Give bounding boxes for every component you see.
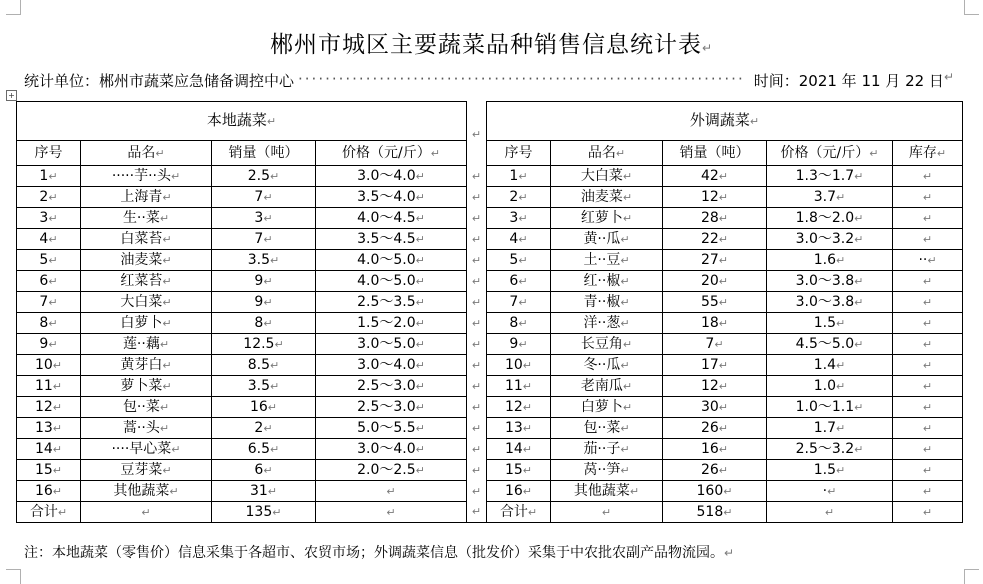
local-price-cell: 4.0～4.5↵: [316, 208, 467, 229]
outside-name-cell: 白萝卜↵: [551, 397, 663, 418]
outside-stock-cell: ↵: [893, 439, 963, 460]
local-price-cell: 2.5～3.0↵: [316, 376, 467, 397]
local-name-cell: ····早心菜↵: [81, 439, 212, 460]
outside-volume-cell: 55↵: [663, 292, 767, 313]
outside-stock-cell: ↵: [893, 481, 963, 502]
outside-header-stock: 库存↵: [893, 141, 963, 166]
outside-price-cell: 3.0～3.2↵: [767, 229, 893, 250]
local-no-cell: 11↵: [17, 376, 81, 397]
local-no-cell: 3↵: [17, 208, 81, 229]
table-row: [17, 313, 963, 334]
local-name-cell: 白萝卜↵: [81, 313, 212, 334]
local-no-cell: 8↵: [17, 313, 81, 334]
outside-stock-cell: ··↵: [893, 250, 963, 271]
table-row: [17, 460, 963, 481]
local-price-cell: 3.5～4.0↵: [316, 187, 467, 208]
outside-name-cell: 包··菜↵: [551, 418, 663, 439]
table-gap-cell: ↵: [467, 355, 487, 376]
local-volume-cell: 7↵: [212, 229, 316, 250]
table-row: [17, 355, 963, 376]
outside-stock-cell: ↵: [893, 313, 963, 334]
table-gap-cell: ↵: [467, 460, 487, 481]
outside-stock-cell: ↵: [893, 418, 963, 439]
local-volume-cell: 3↵: [212, 208, 316, 229]
outside-no-cell: 1↵: [487, 166, 551, 187]
outside-no-cell: 12↵: [487, 397, 551, 418]
local-header-name: 品名↵: [81, 141, 212, 166]
outside-no-cell: 2↵: [487, 187, 551, 208]
outside-price-cell: 3.0～3.8↵: [767, 271, 893, 292]
local-price-cell: 2.5～3.0↵: [316, 397, 467, 418]
dot-leader: ··································································: [298, 70, 745, 88]
outside-volume-cell: 28↵: [663, 208, 767, 229]
outside-no-cell: 11↵: [487, 376, 551, 397]
table-gap-cell: ↵: [467, 208, 487, 229]
outside-name-cell: 红··椒↵: [551, 271, 663, 292]
outside-name-cell: 青··椒↵: [551, 292, 663, 313]
outside-stock-cell: ↵: [893, 397, 963, 418]
outside-header-price: 价格（元/斤）↵: [767, 141, 893, 166]
outside-volume-cell: 20↵: [663, 271, 767, 292]
table-gap-cell: ↵: [467, 187, 487, 208]
table-row: [17, 334, 963, 355]
local-volume-cell: 9↵: [212, 292, 316, 313]
table-gap-cell: ↵: [467, 481, 487, 502]
local-name-cell: ·····芋··头↵: [81, 166, 212, 187]
outside-stock-cell: ↵: [893, 460, 963, 481]
outside-stock-cell: ↵: [893, 229, 963, 250]
outside-price-cell: 3.7↵: [767, 187, 893, 208]
outside-volume-cell: 160↵: [663, 481, 767, 502]
table-row: [17, 229, 963, 250]
outside-price-cell: 2.5～3.2↵: [767, 439, 893, 460]
outside-name-cell: 洋··葱↵: [551, 313, 663, 334]
local-no-cell: 14↵: [17, 439, 81, 460]
local-price-cell: 2.0～2.5↵: [316, 460, 467, 481]
outside-stock-cell: ↵: [893, 292, 963, 313]
table-row: [17, 271, 963, 292]
local-no-cell: 16↵: [17, 481, 81, 502]
outside-volume-cell: 7↵: [663, 334, 767, 355]
page-corner-mark: [964, 569, 979, 584]
local-name-cell: 萝卜菜↵: [81, 376, 212, 397]
outside-name-cell: 黄··瓜↵: [551, 229, 663, 250]
table-gap-cell: ↵: [467, 439, 487, 460]
outside-price-cell: 1.5↵: [767, 313, 893, 334]
table-row: [17, 208, 963, 229]
local-volume-cell: 6↵: [212, 460, 316, 481]
outside-stock-cell: ↵: [893, 166, 963, 187]
local-price-cell: 3.0～4.0↵: [316, 355, 467, 376]
local-price-cell: 3.0～4.0↵: [316, 166, 467, 187]
local-name-cell: 油麦菜↵: [81, 250, 212, 271]
local-no-cell: 15↵: [17, 460, 81, 481]
column-header-row: [17, 141, 963, 166]
local-volume-cell: 8.5↵: [212, 355, 316, 376]
local-price-cell: 4.0～5.0↵: [316, 250, 467, 271]
outside-no-cell: 8↵: [487, 313, 551, 334]
outside-no-cell: 14↵: [487, 439, 551, 460]
local-no-cell: 1↵: [17, 166, 81, 187]
statistics-info-line: [24, 70, 954, 91]
outside-volume-cell: 27↵: [663, 250, 767, 271]
outside-price-cell: 1.5↵: [767, 460, 893, 481]
outside-no-cell: 6↵: [487, 271, 551, 292]
outside-price-cell: 3.0～3.8↵: [767, 292, 893, 313]
document-title: 郴州市城区主要蔬菜品种销售信息统计表↵: [269, 32, 714, 58]
table-row: [17, 187, 963, 208]
local-name-cell: 蒿··头↵: [81, 418, 212, 439]
local-total-empty: ↵: [316, 502, 467, 523]
local-total-label: 合计↵: [17, 502, 81, 523]
table-row: [17, 250, 963, 271]
table-gap-cell: ↵: [467, 250, 487, 271]
outside-volume-cell: 26↵: [663, 460, 767, 481]
outside-name-cell: 土··豆↵: [551, 250, 663, 271]
outside-volume-cell: 17↵: [663, 355, 767, 376]
local-total-empty: ↵: [81, 502, 212, 523]
table-move-handle-icon[interactable]: +: [6, 90, 17, 101]
outside-price-cell: 1.6↵: [767, 250, 893, 271]
local-price-cell: 3.0～5.0↵: [316, 334, 467, 355]
outside-volume-cell: 16↵: [663, 439, 767, 460]
outside-stock-cell: ↵: [893, 376, 963, 397]
local-price-cell: ↵: [316, 481, 467, 502]
local-volume-cell: 6.5↵: [212, 439, 316, 460]
local-no-cell: 9↵: [17, 334, 81, 355]
statistics-time: 时间：2021 年 11 月 22 日: [753, 72, 944, 90]
outside-no-cell: 13↵: [487, 418, 551, 439]
table-gap-cell: ↵: [467, 229, 487, 250]
local-volume-cell: 3.5↵: [212, 250, 316, 271]
outside-stock-cell: ↵: [893, 208, 963, 229]
local-name-cell: 包··菜↵: [81, 397, 212, 418]
table-row: [17, 439, 963, 460]
outside-header-volume: 销量（吨）: [663, 141, 767, 166]
local-no-cell: 6↵: [17, 271, 81, 292]
local-volume-cell: 9↵: [212, 271, 316, 292]
local-volume-cell: 7↵: [212, 187, 316, 208]
outside-price-cell: 1.0↵: [767, 376, 893, 397]
table-gap-cell: ↵: [467, 376, 487, 397]
outside-name-cell: 茄··子↵: [551, 439, 663, 460]
outside-total-empty: ↵: [767, 502, 893, 523]
outside-price-cell: 1.3～1.7↵: [767, 166, 893, 187]
outside-volume-cell: 22↵: [663, 229, 767, 250]
page-corner-mark: [964, 0, 979, 15]
outside-no-cell: 16↵: [487, 481, 551, 502]
outside-header-name: 品名↵: [551, 141, 663, 166]
table-row: [17, 397, 963, 418]
local-price-cell: 3.5～4.5↵: [316, 229, 467, 250]
outside-no-cell: 7↵: [487, 292, 551, 313]
local-no-cell: 4↵: [17, 229, 81, 250]
local-volume-cell: 31↵: [212, 481, 316, 502]
page-corner-mark: [6, 569, 21, 584]
outside-name-cell: 冬··瓜↵: [551, 355, 663, 376]
local-name-cell: 白菜苔↵: [81, 229, 212, 250]
local-volume-cell: 2.5↵: [212, 166, 316, 187]
table-row: [17, 166, 963, 187]
local-name-cell: 红菜苔↵: [81, 271, 212, 292]
outside-total-empty: ↵: [551, 502, 663, 523]
outside-no-cell: 15↵: [487, 460, 551, 481]
outside-volume-cell: 12↵: [663, 376, 767, 397]
outside-price-cell: 1.4↵: [767, 355, 893, 376]
local-name-cell: 生··菜↵: [81, 208, 212, 229]
local-name-cell: 豆芽菜↵: [81, 460, 212, 481]
local-volume-cell: 3.5↵: [212, 376, 316, 397]
outside-name-cell: 大白菜↵: [551, 166, 663, 187]
local-total-value: 135↵: [212, 502, 316, 523]
section-header-row: [17, 102, 963, 141]
outside-name-cell: 红萝卜↵: [551, 208, 663, 229]
outside-total-empty: ↵: [893, 502, 963, 523]
local-no-cell: 13↵: [17, 418, 81, 439]
outside-volume-cell: 30↵: [663, 397, 767, 418]
total-row: [17, 502, 963, 523]
local-no-cell: 10↵: [17, 355, 81, 376]
local-volume-cell: 8↵: [212, 313, 316, 334]
table-gap-cell: ↵: [467, 334, 487, 355]
outside-price-cell: 1.8～2.0↵: [767, 208, 893, 229]
outside-price-cell: ·↵: [767, 481, 893, 502]
local-volume-cell: 2↵: [212, 418, 316, 439]
outside-volume-cell: 18↵: [663, 313, 767, 334]
table-gap-cell: ↵: [467, 271, 487, 292]
outside-total-value: 518↵: [663, 502, 767, 523]
table-gap-cell: ↵: [467, 292, 487, 313]
table-gap-cell: ↵: [467, 166, 487, 187]
local-price-cell: 2.5～3.5↵: [316, 292, 467, 313]
outside-total-label: 合计↵: [487, 502, 551, 523]
local-no-cell: 5↵: [17, 250, 81, 271]
local-name-cell: 莲··藕↵: [81, 334, 212, 355]
outside-stock-cell: ↵: [893, 355, 963, 376]
local-section-title: 本地蔬菜↵: [17, 102, 467, 141]
outside-price-cell: 4.5～5.0↵: [767, 334, 893, 355]
table-gap-cell: ↵: [467, 418, 487, 439]
outside-no-cell: 4↵: [487, 229, 551, 250]
statistics-unit: 统计单位：郴州市蔬菜应急储备调控中心: [24, 72, 295, 90]
local-price-cell: 5.0～5.5↵: [316, 418, 467, 439]
local-header-no: 序号: [17, 141, 81, 166]
local-price-cell: 3.0～4.0↵: [316, 439, 467, 460]
outside-stock-cell: ↵: [893, 334, 963, 355]
outside-stock-cell: ↵: [893, 271, 963, 292]
local-header-volume: 销量（吨）: [212, 141, 316, 166]
outside-volume-cell: 42↵: [663, 166, 767, 187]
outside-price-cell: 1.0～1.1↵: [767, 397, 893, 418]
outside-name-cell: 老南瓜↵: [551, 376, 663, 397]
local-no-cell: 7↵: [17, 292, 81, 313]
paragraph-mark: ↵: [701, 41, 714, 55]
local-price-cell: 4.0～5.0↵: [316, 271, 467, 292]
local-name-cell: 其他蔬菜↵: [81, 481, 212, 502]
table-row: [17, 292, 963, 313]
outside-no-cell: 10↵: [487, 355, 551, 376]
table-row: [17, 418, 963, 439]
page-corner-mark: [6, 0, 21, 15]
outside-name-cell: 油麦菜↵: [551, 187, 663, 208]
local-no-cell: 12↵: [17, 397, 81, 418]
outside-price-cell: 1.7↵: [767, 418, 893, 439]
outside-header-no: 序号: [487, 141, 551, 166]
table-row: [17, 376, 963, 397]
outside-no-cell: 9↵: [487, 334, 551, 355]
outside-name-cell: 莴··笋↵: [551, 460, 663, 481]
vegetable-sales-table: [16, 101, 963, 523]
table-gap-cell: ↵: [467, 397, 487, 418]
outside-name-cell: 其他蔬菜↵: [551, 481, 663, 502]
table-gap-cell: ↵: [467, 502, 487, 523]
outside-volume-cell: 12↵: [663, 187, 767, 208]
outside-name-cell: 长豆角↵: [551, 334, 663, 355]
table-gap-cell: ↵: [467, 313, 487, 334]
local-header-price: 价格（元/斤）↵: [316, 141, 467, 166]
paragraph-mark: ↵: [943, 70, 954, 84]
outside-volume-cell: 26↵: [663, 418, 767, 439]
outside-section-title: 外调蔬菜↵: [487, 102, 963, 141]
local-name-cell: 黄芽白↵: [81, 355, 212, 376]
outside-stock-cell: ↵: [893, 187, 963, 208]
table-row: [17, 481, 963, 502]
local-volume-cell: 16↵: [212, 397, 316, 418]
table-gap-column: ↵: [467, 102, 487, 166]
local-name-cell: 上海青↵: [81, 187, 212, 208]
local-volume-cell: 12.5↵: [212, 334, 316, 355]
footnote: 注：本地蔬菜（零售价）信息采集于各超市、农贸市场；外调蔬菜信息（批发价）采集于中农批农副产品物流园。↵: [24, 545, 735, 561]
outside-no-cell: 3↵: [487, 208, 551, 229]
outside-no-cell: 5↵: [487, 250, 551, 271]
local-name-cell: 大白菜↵: [81, 292, 212, 313]
local-no-cell: 2↵: [17, 187, 81, 208]
local-price-cell: 1.5～2.0↵: [316, 313, 467, 334]
